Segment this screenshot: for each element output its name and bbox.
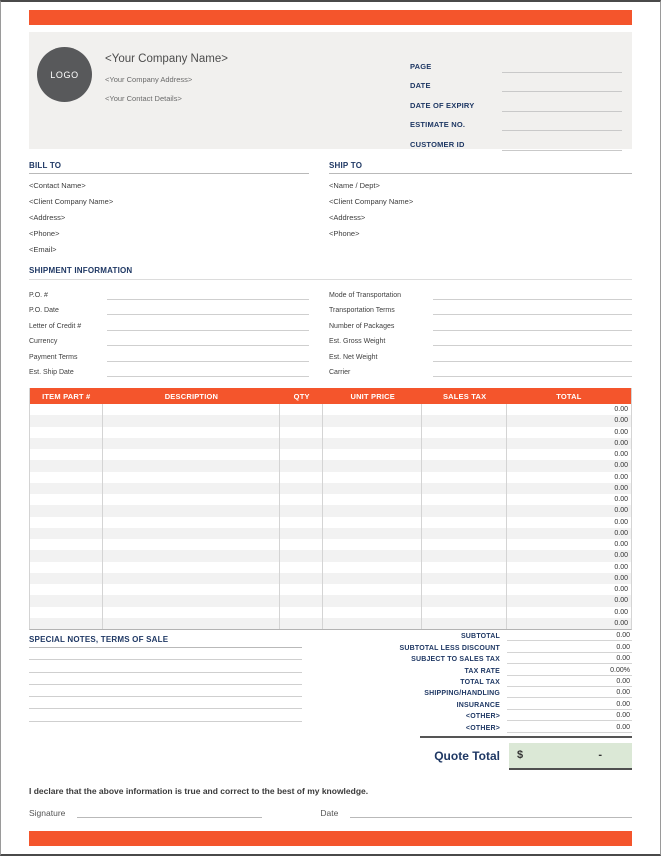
line-item-cell[interactable] — [323, 584, 422, 595]
quote-total-row — [302, 743, 632, 770]
line-item-total-cell: 0.00 — [614, 597, 629, 605]
line-item-cell[interactable] — [323, 438, 422, 449]
line-item-cell[interactable] — [422, 404, 506, 415]
company-address: <Your Company Address> — [105, 75, 193, 84]
line-item-cell[interactable] — [103, 550, 281, 561]
shipment-field-label: Currency — [29, 338, 58, 345]
quote-total-currency: $ — [517, 749, 524, 762]
line-item-cell[interactable] — [280, 472, 323, 483]
shipment-fields — [29, 284, 632, 377]
table-column-header: DESCRIPTION — [164, 391, 219, 401]
line-item-cell[interactable] — [422, 494, 506, 505]
line-item-cell[interactable] — [280, 449, 323, 460]
line-item-total-cell: 0.00 — [614, 619, 629, 627]
shipment-field-input-line[interactable] — [107, 302, 309, 315]
line-item-cell[interactable] — [103, 483, 281, 494]
line-item-cell[interactable] — [30, 427, 103, 438]
line-item-total-cell: 0.00 — [614, 563, 629, 571]
shipment-information-section — [29, 266, 632, 377]
line-item-cell[interactable] — [30, 618, 103, 629]
meta-field-row — [410, 73, 622, 93]
line-item-cell[interactable] — [280, 528, 323, 539]
bill-to-line: <Contact Name> — [29, 181, 86, 190]
line-item-cell[interactable] — [422, 517, 506, 528]
table-column-header: UNIT PRICE — [350, 391, 395, 401]
line-item-row — [30, 427, 631, 438]
line-item-cell[interactable] — [323, 427, 422, 438]
line-items-body — [30, 404, 631, 629]
shipment-field-row — [329, 362, 632, 378]
totals-row-label: TOTAL TAX — [460, 678, 500, 686]
line-item-cell[interactable] — [30, 595, 103, 606]
ship-to-line: <Phone> — [329, 229, 360, 238]
line-items-table — [29, 388, 632, 630]
shipment-field-label: Number of Packages — [329, 322, 395, 330]
totals-row-value: 0.00 — [507, 701, 632, 710]
table-column-header: SALES TAX — [442, 391, 487, 401]
totals-row — [302, 721, 632, 732]
document-meta-fields — [410, 53, 622, 149]
shipment-field-row — [29, 346, 309, 362]
special-notes-section — [29, 635, 302, 770]
line-item-cell[interactable] — [280, 573, 323, 584]
shipment-field-label: Est. Net Weight — [329, 353, 378, 361]
line-item-cell[interactable] — [280, 550, 323, 561]
line-item-row — [30, 618, 631, 629]
quote-total-value: - — [598, 749, 602, 762]
company-logo — [37, 47, 92, 102]
shipment-field-input-line[interactable] — [433, 287, 632, 300]
bill-to-line: <Phone> — [29, 229, 60, 238]
line-item-cell[interactable] — [323, 517, 422, 528]
line-item-row — [30, 550, 631, 561]
shipment-field-row — [29, 315, 309, 331]
line-item-cell[interactable] — [30, 494, 103, 505]
line-item-cell[interactable] — [103, 449, 281, 460]
meta-field-input-line[interactable] — [502, 116, 622, 131]
line-item-cell[interactable] — [422, 483, 506, 494]
line-item-cell[interactable] — [323, 528, 422, 539]
line-item-total-cell: 0.00 — [614, 586, 629, 593]
line-item-total-cell: 0.00 — [614, 417, 629, 425]
bill-to-title: BILL TO — [29, 161, 309, 174]
line-item-cell[interactable] — [30, 539, 103, 550]
line-item-cell[interactable] — [30, 438, 103, 449]
line-item-total-cell: 0.00 — [614, 574, 629, 582]
shipment-field-row — [329, 346, 632, 362]
top-accent-bar — [29, 10, 632, 25]
shipment-field-row — [329, 300, 632, 316]
line-item-row — [30, 584, 631, 595]
totals-row-value: 0.00 — [507, 632, 632, 641]
line-item-cell[interactable] — [103, 584, 281, 595]
line-item-cell[interactable] — [103, 517, 281, 528]
meta-field-row — [410, 131, 622, 151]
line-item-cell[interactable] — [422, 595, 506, 606]
special-notes-title: SPECIAL NOTES, TERMS OF SALE — [29, 635, 302, 648]
shipment-field-input-line[interactable] — [433, 333, 632, 346]
line-item-cell[interactable] — [323, 505, 422, 516]
bill-to-line: <Email> — [29, 245, 57, 254]
line-item-cell[interactable] — [280, 404, 323, 415]
bottom-accent-bar — [29, 831, 632, 846]
line-item-total-cell: 0.00 — [614, 518, 629, 526]
quote-total-label: Quote Total — [434, 749, 500, 764]
line-item-cell[interactable] — [280, 438, 323, 449]
line-item-row — [30, 595, 631, 606]
line-item-total-cell: 0.00 — [614, 552, 629, 560]
special-notes-input-line[interactable] — [29, 685, 302, 697]
line-item-cell[interactable] — [103, 607, 281, 618]
line-item-total-cell: 0.00 — [614, 608, 629, 616]
shipment-fields-left — [29, 284, 309, 377]
meta-field-label: DATE — [410, 81, 431, 90]
line-item-cell[interactable] — [280, 505, 323, 516]
line-item-cell[interactable] — [280, 539, 323, 550]
special-notes-input-line[interactable] — [29, 660, 302, 672]
totals-row — [302, 698, 632, 709]
line-item-cell[interactable] — [422, 427, 506, 438]
line-item-cell[interactable] — [323, 449, 422, 460]
line-item-total-cell: 0.00 — [614, 428, 629, 436]
line-item-row — [30, 438, 631, 449]
line-item-cell[interactable] — [103, 539, 281, 550]
line-item-cell[interactable] — [323, 539, 422, 550]
totals-row-label: SUBJECT TO SALES TAX — [411, 656, 500, 664]
line-item-cell[interactable] — [30, 404, 103, 415]
line-item-cell[interactable] — [30, 483, 103, 494]
line-item-cell[interactable] — [323, 595, 422, 606]
special-notes-lines — [29, 648, 302, 722]
line-item-cell[interactable] — [280, 607, 323, 618]
shipment-field-input-line[interactable] — [433, 349, 632, 362]
line-item-cell[interactable] — [323, 483, 422, 494]
line-item-cell[interactable] — [103, 528, 281, 539]
line-item-cell[interactable] — [323, 472, 422, 483]
line-item-cell[interactable] — [422, 573, 506, 584]
line-item-cell[interactable] — [30, 505, 103, 516]
line-item-cell[interactable] — [422, 562, 506, 573]
totals-row-value: 0.00 — [507, 712, 632, 721]
line-item-cell[interactable] — [323, 573, 422, 584]
shipment-field-row — [329, 331, 632, 347]
meta-field-label: DATE OF EXPIRY — [410, 100, 475, 110]
meta-field-label: ESTIMATE NO. — [410, 120, 466, 129]
line-item-cell[interactable] — [280, 562, 323, 573]
line-item-total-cell: 0.00 — [614, 529, 629, 537]
line-item-cell[interactable] — [30, 528, 103, 539]
line-item-cell[interactable] — [422, 415, 506, 426]
totals-row — [302, 676, 632, 687]
ship-to-line: <Client Company Name> — [329, 197, 414, 206]
line-item-cell[interactable] — [323, 404, 422, 415]
totals-row-value: 0.00 — [507, 689, 632, 698]
line-item-cell[interactable] — [103, 427, 281, 438]
line-item-total-cell: 0.00 — [614, 496, 629, 503]
special-notes-input-line[interactable] — [29, 648, 302, 660]
totals-row-label: INSURANCE — [456, 701, 500, 709]
line-items-header-row — [30, 388, 631, 404]
meta-field-label: CUSTOMER ID — [410, 139, 465, 149]
date-input-line[interactable] — [350, 806, 632, 818]
shipment-field-input-line[interactable] — [107, 364, 309, 377]
totals-row — [302, 641, 632, 652]
ship-to-title: SHIP TO — [329, 161, 632, 174]
shipment-field-label: Letter of Credit # — [29, 322, 82, 330]
line-item-total-cell: 0.00 — [614, 439, 629, 447]
bill-to-line: <Client Company Name> — [29, 197, 114, 206]
line-item-cell[interactable] — [280, 618, 323, 629]
line-item-row — [30, 472, 631, 483]
signature-input-line[interactable] — [77, 806, 262, 818]
line-item-cell[interactable] — [103, 505, 281, 516]
line-item-cell[interactable] — [103, 415, 281, 426]
line-item-row — [30, 607, 631, 618]
shipment-field-row — [29, 331, 309, 347]
bill-to-section — [29, 161, 309, 254]
shipment-field-input-line[interactable] — [433, 302, 632, 315]
shipment-field-row — [29, 300, 309, 316]
shipment-information-title: SHIPMENT INFORMATION — [29, 266, 632, 280]
quote-total-box — [509, 743, 632, 770]
line-item-cell[interactable] — [30, 517, 103, 528]
line-item-cell[interactable] — [30, 573, 103, 584]
meta-field-input-line[interactable] — [502, 58, 622, 73]
line-item-cell[interactable] — [422, 460, 506, 471]
line-item-cell[interactable] — [30, 584, 103, 595]
special-notes-input-line[interactable] — [29, 709, 302, 721]
line-item-row — [30, 528, 631, 539]
totals-row-label: SUBTOTAL LESS DISCOUNT — [399, 644, 500, 652]
line-item-cell[interactable] — [280, 494, 323, 505]
line-item-cell[interactable] — [103, 404, 281, 415]
shipment-field-label: Carrier — [329, 369, 351, 376]
line-item-cell[interactable] — [323, 562, 422, 573]
line-item-total-cell: 0.00 — [614, 541, 629, 548]
shipment-field-label: Payment Terms — [29, 353, 78, 361]
line-item-cell[interactable] — [103, 472, 281, 483]
line-item-cell[interactable] — [30, 449, 103, 460]
line-item-total-cell: 0.00 — [614, 406, 629, 413]
ship-to-section — [329, 161, 632, 254]
declaration-text: I declare that the above information is true and correct to the best of my knowledge. — [29, 785, 369, 796]
line-item-cell[interactable] — [103, 595, 281, 606]
line-item-cell[interactable] — [30, 562, 103, 573]
table-column-header: ITEM PART # — [42, 391, 91, 401]
special-notes-input-line[interactable] — [29, 697, 302, 709]
line-item-cell[interactable] — [323, 550, 422, 561]
totals-row — [302, 664, 632, 675]
totals-row — [302, 710, 632, 721]
document-header — [29, 32, 632, 149]
line-item-cell[interactable] — [30, 607, 103, 618]
shipment-field-label: P.O. Date — [29, 307, 59, 314]
line-item-cell[interactable] — [422, 528, 506, 539]
shipment-field-label: Est. Gross Weight — [329, 338, 386, 345]
shipment-field-input-line[interactable] — [433, 364, 632, 377]
totals-row — [302, 630, 632, 641]
totals-row-label: SUBTOTAL — [460, 633, 500, 641]
line-item-total-cell: 0.00 — [614, 484, 629, 492]
totals-row-value: 0.00 — [507, 644, 632, 653]
shipment-field-row — [329, 315, 632, 331]
line-item-total-cell: 0.00 — [614, 507, 629, 515]
shipment-field-label: Mode of Transportation — [329, 291, 401, 299]
line-item-row — [30, 539, 631, 550]
totals-row — [302, 687, 632, 698]
company-name: <Your Company Name> — [105, 53, 228, 65]
line-item-row — [30, 562, 631, 573]
line-item-cell[interactable] — [280, 427, 323, 438]
meta-field-row — [410, 92, 622, 112]
line-item-cell[interactable] — [323, 415, 422, 426]
meta-field-input-line[interactable] — [502, 97, 622, 112]
line-item-cell[interactable] — [103, 618, 281, 629]
line-item-cell[interactable] — [422, 449, 506, 460]
line-item-row — [30, 517, 631, 528]
signature-row — [29, 803, 632, 818]
totals-row-label: <OTHER> — [465, 713, 500, 721]
line-item-cell[interactable] — [323, 494, 422, 505]
line-item-cell[interactable] — [30, 472, 103, 483]
line-item-total-cell: 0.00 — [614, 473, 629, 481]
line-item-total-cell: 0.00 — [614, 462, 629, 470]
line-item-row — [30, 573, 631, 584]
line-item-cell[interactable] — [422, 618, 506, 629]
line-item-row — [30, 483, 631, 494]
line-item-row — [30, 449, 631, 460]
line-item-row — [30, 415, 631, 426]
line-item-cell[interactable] — [422, 472, 506, 483]
shipment-field-label: Transportation Terms — [329, 307, 395, 314]
totals-row-value: 0.00 — [507, 724, 632, 733]
meta-field-input-line[interactable] — [502, 136, 622, 151]
shipment-field-input-line[interactable] — [107, 333, 309, 346]
line-item-cell[interactable] — [422, 505, 506, 516]
shipment-field-row — [329, 284, 632, 300]
totals-rows — [302, 630, 632, 733]
totals-row-label: <OTHER> — [465, 724, 500, 732]
line-item-cell[interactable] — [103, 438, 281, 449]
notes-and-totals — [29, 630, 632, 770]
totals-section — [302, 630, 632, 770]
totals-row-label: SHIPPING/HANDLING — [424, 690, 500, 698]
line-item-total-cell: 0.00 — [614, 451, 629, 458]
table-column-header: QTY — [293, 391, 310, 401]
line-item-row — [30, 505, 631, 516]
line-item-cell[interactable] — [422, 607, 506, 618]
line-item-cell[interactable] — [30, 550, 103, 561]
company-identity — [37, 44, 228, 149]
totals-row-value: 0.00 — [507, 655, 632, 664]
shipment-field-input-line[interactable] — [107, 318, 309, 331]
line-item-row — [30, 460, 631, 471]
shipment-field-label: P.O. # — [29, 291, 48, 299]
line-item-cell[interactable] — [280, 415, 323, 426]
line-item-cell[interactable] — [422, 539, 506, 550]
meta-field-row — [410, 112, 622, 132]
line-item-row — [30, 404, 631, 415]
line-item-cell[interactable] — [30, 415, 103, 426]
line-item-cell[interactable] — [323, 607, 422, 618]
line-item-cell[interactable] — [323, 618, 422, 629]
bill-to-line: <Address> — [29, 213, 66, 222]
shipment-field-label: Est. Ship Date — [29, 369, 74, 376]
shipment-fields-right — [329, 284, 632, 377]
line-item-cell[interactable] — [103, 562, 281, 573]
line-item-cell[interactable] — [30, 460, 103, 471]
shipment-field-input-line[interactable] — [107, 349, 309, 362]
line-item-row — [30, 494, 631, 505]
signature-label: Signature — [29, 807, 66, 818]
line-item-cell[interactable] — [280, 483, 323, 494]
ship-to-line: <Name / Dept> — [329, 181, 380, 190]
line-item-cell[interactable] — [103, 494, 281, 505]
shipment-field-input-line[interactable] — [433, 318, 632, 331]
meta-field-row — [410, 53, 622, 73]
date-label: Date — [320, 807, 339, 818]
special-notes-input-line[interactable] — [29, 673, 302, 685]
line-item-cell[interactable] — [422, 584, 506, 595]
line-item-cell[interactable] — [280, 460, 323, 471]
totals-rule — [420, 736, 632, 738]
shipment-field-input-line[interactable] — [107, 287, 309, 300]
line-item-cell[interactable] — [422, 438, 506, 449]
meta-field-input-line[interactable] — [502, 77, 622, 92]
company-info — [105, 53, 228, 149]
meta-field-label: PAGE — [410, 61, 432, 71]
line-item-cell[interactable] — [323, 460, 422, 471]
line-item-cell[interactable] — [280, 595, 323, 606]
table-column-header: TOTAL — [556, 391, 582, 401]
logo-text: LOGO — [50, 69, 79, 80]
line-item-cell[interactable] — [280, 584, 323, 595]
totals-row — [302, 653, 632, 664]
totals-row-value: 0.00 — [507, 678, 632, 687]
company-contact-details: <Your Contact Details> — [105, 94, 182, 103]
line-item-cell[interactable] — [103, 573, 281, 584]
shipment-field-row — [29, 362, 309, 378]
shipment-field-row — [29, 284, 309, 300]
line-item-cell[interactable] — [103, 460, 281, 471]
totals-row-label: TAX RATE — [464, 667, 500, 675]
ship-to-lines — [329, 181, 632, 238]
address-section — [29, 161, 632, 254]
bill-to-lines — [29, 181, 309, 254]
line-item-cell[interactable] — [422, 550, 506, 561]
ship-to-line: <Address> — [329, 213, 366, 222]
line-item-cell[interactable] — [280, 517, 323, 528]
totals-row-value: 0.00% — [507, 667, 632, 676]
